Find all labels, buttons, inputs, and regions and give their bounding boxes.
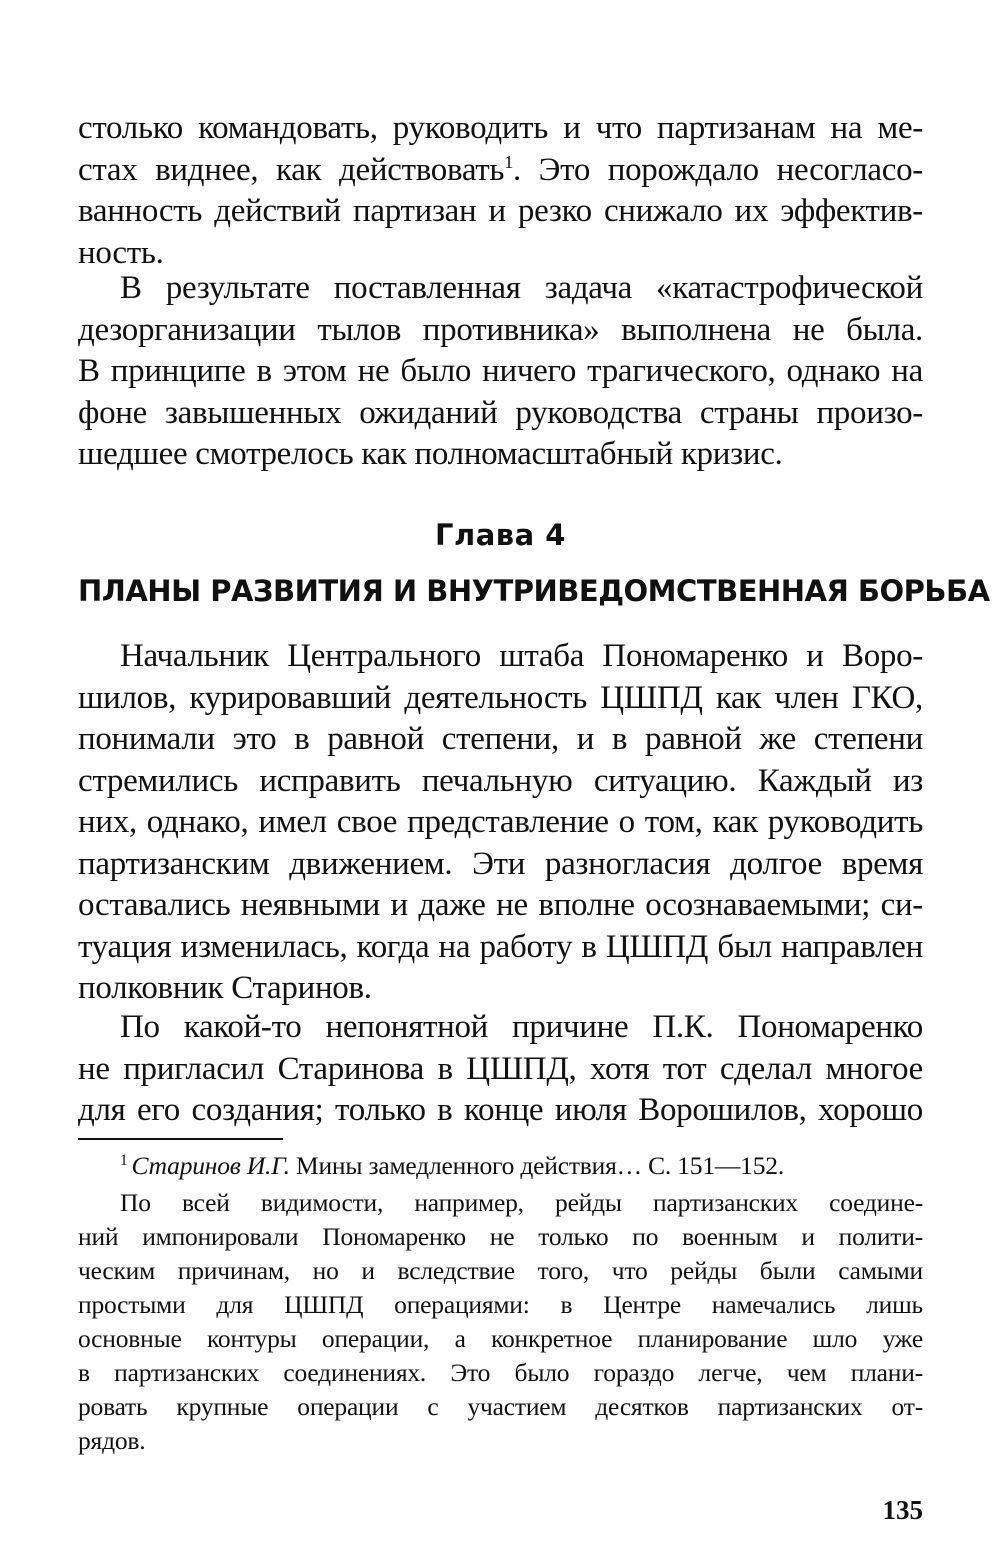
footnote-line: рядов. xyxy=(78,1426,146,1455)
footnote-text: Мины замедленного действия… С. 151—152. xyxy=(289,1151,785,1180)
text-fragment: . Это порождало несогласо- xyxy=(512,151,923,188)
text-line: них, однако, имел свое представление о том, как руководить xyxy=(78,804,923,840)
paragraph xyxy=(78,1007,923,1132)
text-line: партизанским движением. Эти разногласия долгое время xyxy=(78,845,923,882)
footnote-line: в партизанских соединениях. Это было гораздо легче, чем плани- xyxy=(78,1358,923,1387)
text-line: не пригласил Старинова в ЦШПД, хотя тот сделал многое xyxy=(78,1050,923,1087)
footnote-line: ний импонировали Пономаренко не только по военным и полити- xyxy=(78,1222,923,1251)
chapter-title: ПЛАНЫ РАЗВИТИЯ И ВНУТРИВЕДОМСТВЕННАЯ БОРЬБА xyxy=(78,574,990,608)
text-line: ванность действий партизан и резко снижало их эффектив- xyxy=(78,193,923,229)
footnote-line xyxy=(78,1149,923,1183)
footnote-line: основные контуры операции, а конкретное планирование шло уже xyxy=(78,1324,923,1353)
text-line: полковник Старинов. xyxy=(78,970,372,1006)
text-line: шилов, курировавший деятельность ЦШПД как член ГКО, xyxy=(78,679,923,716)
footnote-line: ческим причинам, но и вследствие того, что рейды были самыми xyxy=(78,1256,923,1285)
paragraph xyxy=(78,268,923,476)
chapter-number: Глава 4 xyxy=(435,518,566,552)
footnote-continuation xyxy=(78,1186,923,1458)
footnote-author: Старинов И.Г. xyxy=(131,1151,290,1180)
text-line: столько командовать, руководить и что партизанам на ме- xyxy=(78,110,923,146)
text-line: для его создания; только в конце июля Ворошилов, хорошо xyxy=(78,1092,923,1128)
text-line: В результате поставленная задача «катастрофической xyxy=(120,270,923,306)
footnote-line: ровать крупные операции с участием десятков партизанских от- xyxy=(78,1392,923,1421)
text-line: понимали это в равной степени, и в равной же степени xyxy=(78,721,923,757)
footnote-line: простыми для ЦШПД операциями: в Центре намечались лишь xyxy=(78,1290,923,1319)
text-line: Начальник Центрального штаба Пономаренко и Воро- xyxy=(120,638,923,674)
paragraph xyxy=(78,636,923,1010)
text-line xyxy=(78,150,923,192)
footnote-line: По всей видимости, например, рейды партизанских соедине- xyxy=(120,1188,923,1217)
text-line: По какой-то непонятной причине П.К. Пономаренко xyxy=(120,1009,923,1045)
footnote-separator xyxy=(78,1138,283,1140)
page-number: 135 xyxy=(882,1495,923,1525)
footnote-reference[interactable]: 1 xyxy=(504,151,513,172)
text-line: стремились исправить печальную ситуацию. Каждый из xyxy=(78,762,923,799)
paragraph-continuation xyxy=(78,108,923,274)
footnote xyxy=(78,1149,923,1183)
text-line: туация изменилась, когда на работу в ЦШПД был направлен xyxy=(78,928,923,965)
text-line: фоне завышенных ожиданий руководства страны произо- xyxy=(78,394,923,431)
text-line: дезорганизации тылов противника» выполнена не была. xyxy=(78,311,923,348)
text-line: шедшее смотрелось как полномасштабный кризис. xyxy=(78,436,783,472)
footnote-marker: 1 xyxy=(120,1151,128,1169)
text-line: В принципе в этом не было ничего трагического, однако на xyxy=(78,353,923,389)
text-line: ность. xyxy=(78,234,164,271)
text-fragment: стах виднее, как действовать xyxy=(78,151,505,188)
text-line: оставались неявными и даже не вполне осознаваемыми; си- xyxy=(78,887,923,923)
